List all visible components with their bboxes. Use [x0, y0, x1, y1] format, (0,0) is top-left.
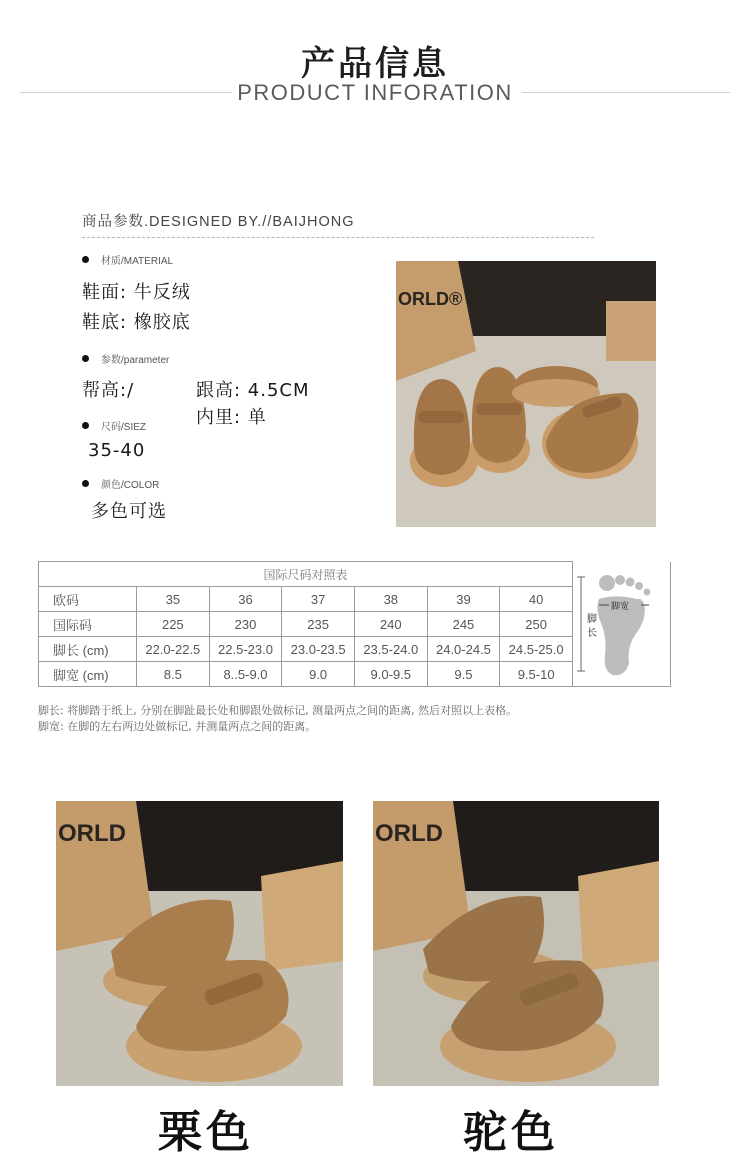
variant-photo-chestnut — [56, 801, 343, 1086]
row-label: 脚宽 (cm) — [39, 662, 137, 687]
product-photo-svg — [396, 261, 656, 527]
table-cell: 22.0-22.5 — [137, 637, 210, 662]
table-cell: 40 — [500, 587, 573, 612]
spec-divider — [82, 237, 594, 238]
bullet-icon — [82, 480, 89, 487]
spec-heading: 商品参数.DESIGNED BY.//BAIJHONG — [82, 214, 355, 230]
sole-material: 鞋底: 橡胶底 — [82, 312, 191, 333]
bullet-icon — [82, 256, 89, 263]
foot-icon — [577, 567, 667, 677]
table-cell: 8..5-9.0 — [209, 662, 282, 687]
foot-width-label: 脚宽 — [610, 602, 629, 613]
material-section — [82, 252, 173, 267]
table-cell: 9.0 — [282, 662, 355, 687]
table-cell: 225 — [137, 612, 210, 637]
table-cell: 39 — [427, 587, 500, 612]
row-label: 脚长 (cm) — [39, 637, 137, 662]
foot-diagram-cell — [573, 562, 671, 687]
lining: 内里: 单 — [196, 407, 267, 428]
table-cell: 35 — [137, 587, 210, 612]
bag-text: ORLD — [375, 820, 443, 847]
table-cell: 9.5 — [427, 662, 500, 687]
page-title: 产品信息 — [301, 44, 449, 84]
bullet-icon — [82, 355, 89, 362]
heel-height: 跟高: 4.5CM — [196, 380, 310, 401]
color-label: 颜色/COLOR — [101, 480, 160, 491]
table-cell: 235 — [282, 612, 355, 637]
size-label: 尺码/SIEZ — [101, 422, 147, 433]
size-chart-table — [38, 561, 671, 687]
row-label: 欧码 — [39, 587, 137, 612]
table-cell: 36 — [209, 587, 282, 612]
table-cell: 245 — [427, 612, 500, 637]
table-cell: 250 — [500, 612, 573, 637]
table-cell: 22.5-23.0 — [209, 637, 282, 662]
page-subtitle: PRODUCT INFORATION — [237, 80, 513, 105]
material-label: 材质/MATERIAL — [101, 256, 174, 267]
table-cell: 24.0-24.5 — [427, 637, 500, 662]
variant-photo-camel — [373, 801, 659, 1086]
parameter-section — [82, 351, 169, 366]
table-cell: 23.0-23.5 — [282, 637, 355, 662]
upper-height: 帮高:/ — [82, 380, 135, 401]
size-section — [82, 418, 146, 433]
parameter-label: 参数/parameter — [101, 355, 170, 366]
variant-photo-svg — [56, 801, 343, 1086]
table-title-row — [39, 562, 671, 587]
variant-name-camel: 驼色 — [463, 1107, 559, 1158]
table-cell: 8.5 — [137, 662, 210, 687]
table-cell: 9.0-9.5 — [354, 662, 427, 687]
size-range: 35-40 — [88, 440, 146, 461]
foot-length-label: 脚长 — [586, 614, 597, 640]
table-cell: 9.5-10 — [500, 662, 573, 687]
product-photo — [396, 261, 656, 527]
foot-width-note: 脚宽: 在脚的左右两边处做标记, 并测量两点之间的距离。 — [38, 720, 317, 733]
upper-material: 鞋面: 牛反绒 — [82, 282, 191, 303]
table-title: 国际尺码对照表 — [39, 562, 573, 587]
bag-text: ORLD — [58, 820, 126, 847]
bullet-icon — [82, 422, 89, 429]
table-cell: 37 — [282, 587, 355, 612]
variant-name-chestnut: 栗色 — [158, 1107, 254, 1158]
table-cell: 230 — [209, 612, 282, 637]
color-value: 多色可选 — [91, 501, 167, 522]
variant-photo-svg — [373, 801, 659, 1086]
color-section — [82, 476, 159, 491]
table-cell: 240 — [354, 612, 427, 637]
foot-length-note: 脚长: 将脚踏于纸上, 分别在脚趾最长处和脚跟处做标记, 测量两点之间的距离, 然后对照以上表格。 — [38, 704, 518, 717]
table-cell: 24.5-25.0 — [500, 637, 573, 662]
table-cell: 38 — [354, 587, 427, 612]
table-cell: 23.5-24.0 — [354, 637, 427, 662]
bag-text: ORLD® — [398, 289, 463, 309]
row-label: 国际码 — [39, 612, 137, 637]
